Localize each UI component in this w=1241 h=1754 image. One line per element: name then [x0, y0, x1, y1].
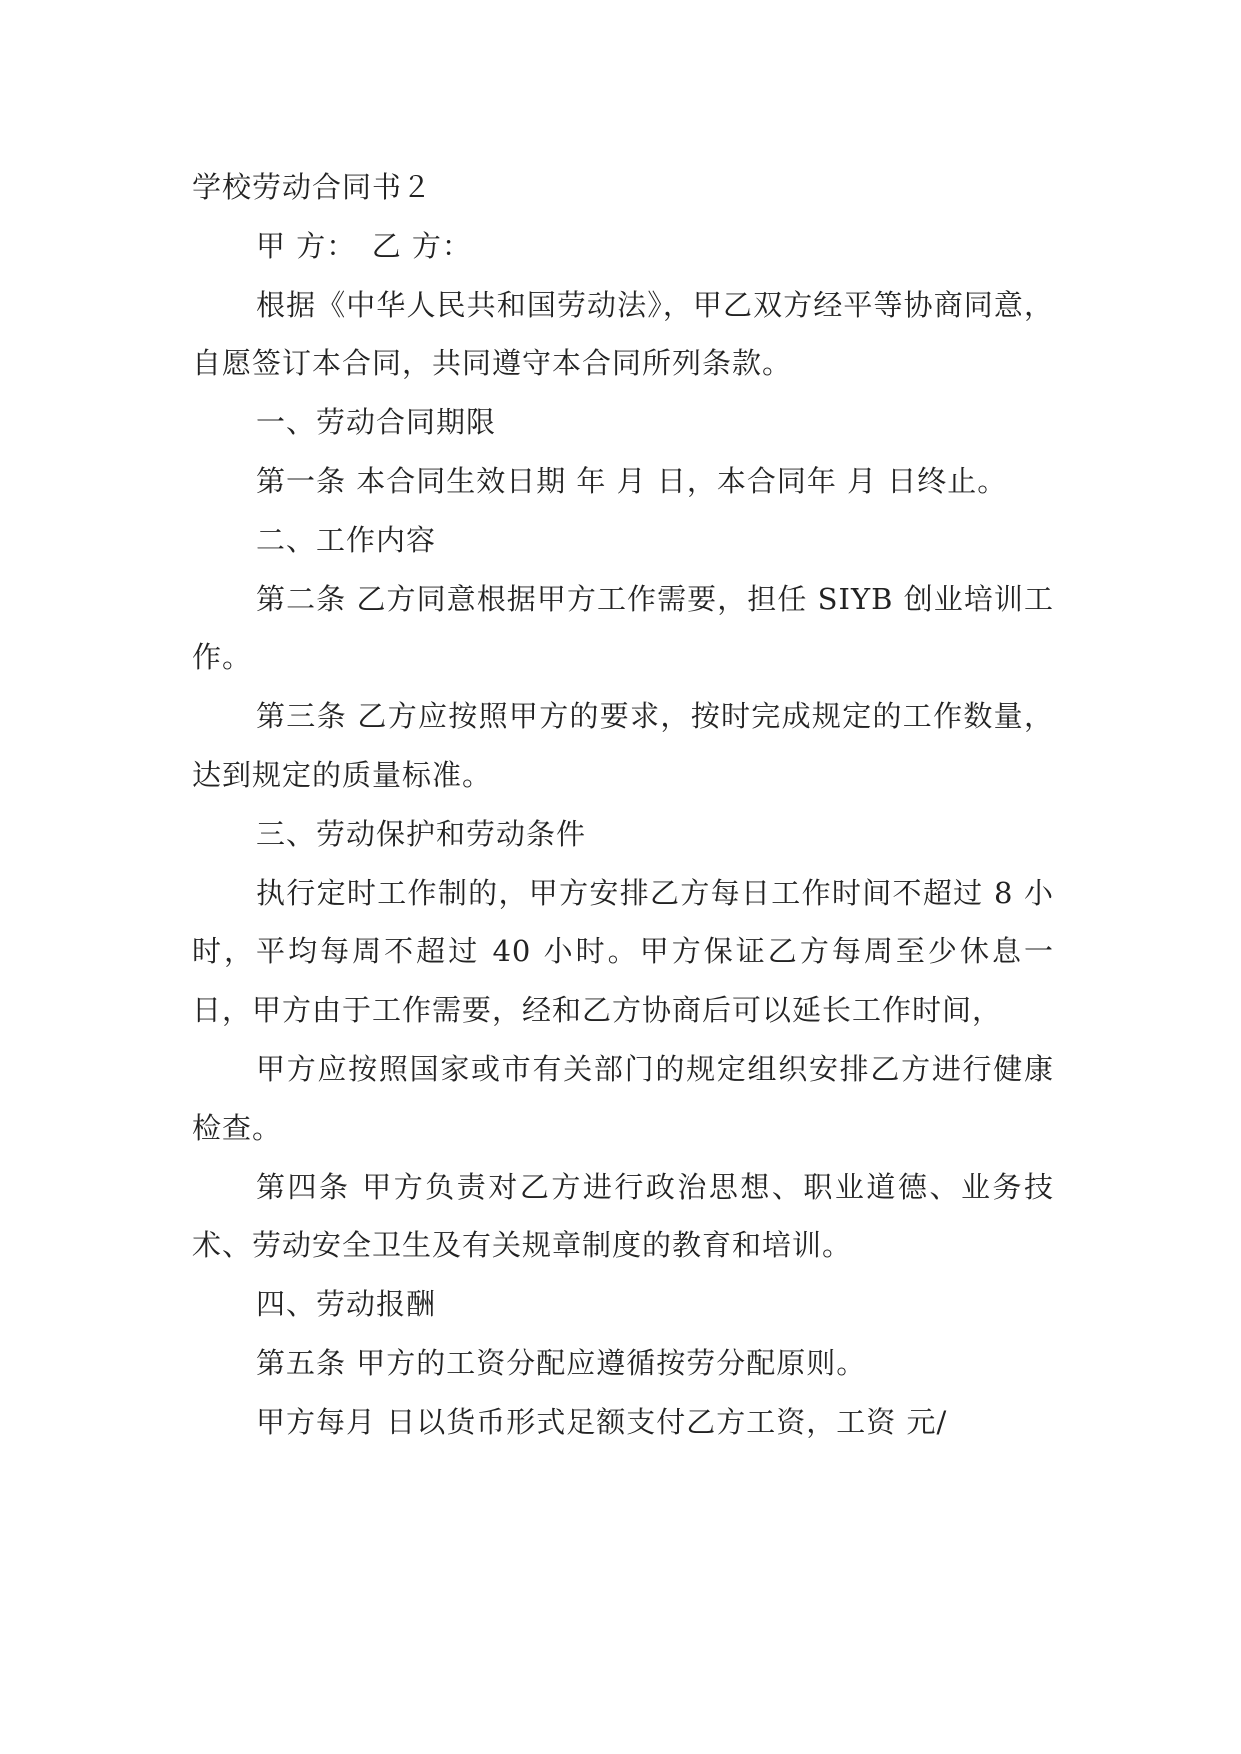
- working-hours-paragraph: 执行定时工作制的，甲方安排乙方每日工作时间不超过 8 小时，平均每周不超过 40 小时。甲方保证乙方每周至少休息一日，甲方由于工作需要，经和乙方协商后可以延长工作时间，: [192, 875, 1054, 1028]
- article-5-paragraph: 第五条 甲方的工资分配应遵循按劳分配原则。: [256, 1345, 867, 1380]
- section-heading-protection: 三、劳动保护和劳动条件: [256, 816, 587, 851]
- article-3-paragraph: 第三条 乙方应按照甲方的要求，按时完成规定的工作数量，达到规定的质量标准。: [192, 699, 1054, 792]
- preamble-paragraph: 根据《中华人民共和国劳动法》，甲乙双方经平等协商同意，自愿签订本合同，共同遵守本合同所列条款。: [192, 287, 1054, 381]
- document-body: [192, 158, 1054, 1452]
- document-title: 学校劳动合同书２: [192, 170, 433, 204]
- article-4-paragraph: 第四条 甲方负责对乙方进行政治思想、职业道德、业务技术、劳动安全卫生及有关规章制度的教育和培训。: [192, 1169, 1054, 1263]
- section-heading-term: 一、劳动合同期限: [256, 405, 497, 440]
- health-check-paragraph: 甲方应按照国家或市有关部门的规定组织安排乙方进行健康检查。: [192, 1051, 1054, 1145]
- section-heading-remuneration: 四、劳动报酬: [256, 1287, 437, 1322]
- salary-payment-paragraph: 甲方每月 日以货币形式足额支付乙方工资，工资 元/: [256, 1404, 948, 1439]
- parties-line: 甲 方： 乙 方：: [256, 228, 472, 263]
- section-heading-work-content: 二、工作内容: [256, 522, 437, 557]
- article-2-paragraph: 第二条 乙方同意根据甲方工作需要，担任 SIYB 创业培训工作。: [192, 581, 1054, 675]
- article-1-paragraph: 第一条 本合同生效日期 年 月 日，本合同年 月 日终止。: [256, 463, 1008, 498]
